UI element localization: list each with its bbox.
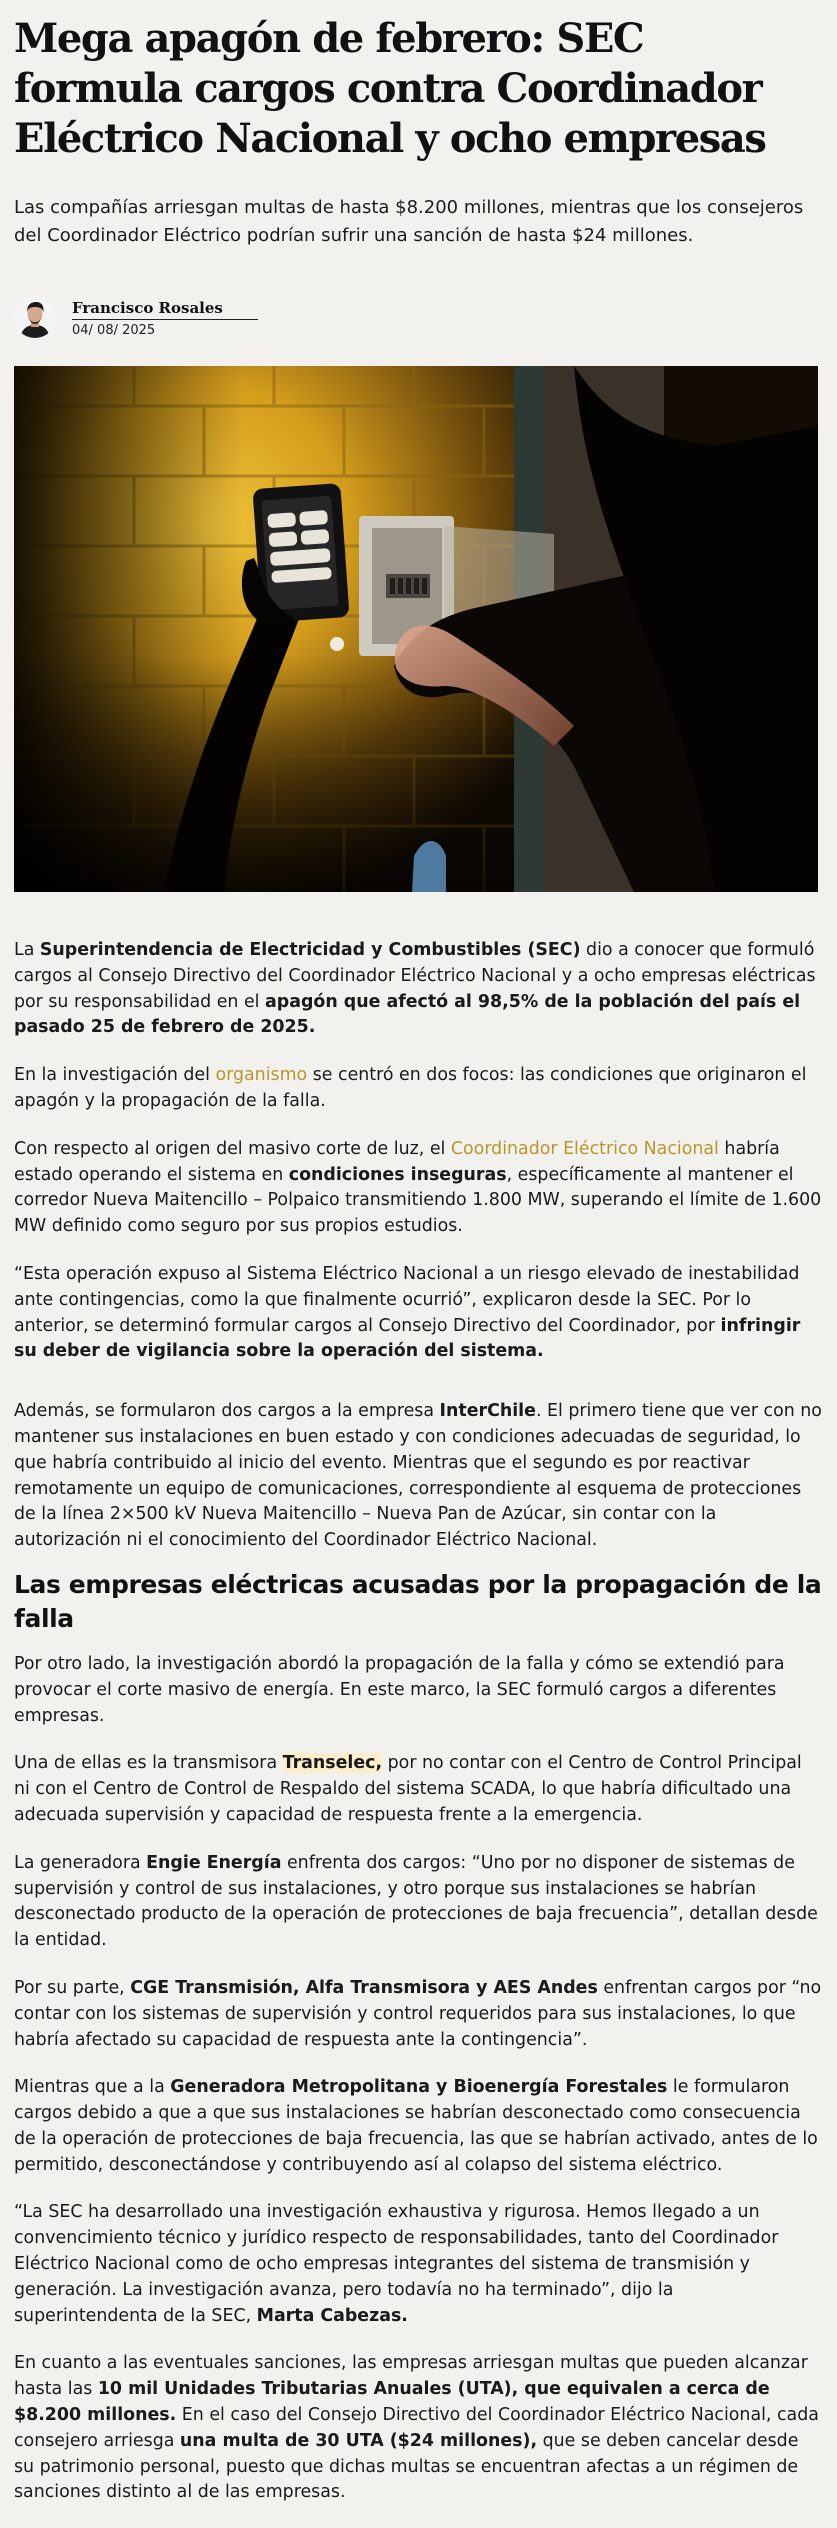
text: Una de ellas es la transmisora [14,1753,283,1774]
paragraph-1 [14,938,822,1041]
text: En la investigación del [14,1065,216,1086]
text: habría estado operando el sistema en [14,1138,780,1185]
text: Además, se formularon dos cargos a la empresa [14,1401,440,1422]
article-dek: Las compañías arriesgan multas de hasta $8.200 millones, mientras que los consejeros del Coordinador Eléctrico podrían sufrir una sanción de hasta $24 millones. [14,197,804,246]
paragraph-8 [14,1851,822,1954]
byline [14,296,274,342]
charge-detail: infringir su deber de vigilancia sobre la operación del sistema. [14,1315,801,1362]
paragraph-9 [14,1976,822,2053]
text: . El primero tiene que ver con no mantener sus instalaciones en buen estado y con condiciones adecuadas de seguridad, lo que habría contribuido al inicio del evento. Mientras que el segundo es por reactivar remotamente un equipo de comunicaciones, correspondiente al esquema de protecciones de la línea 2×500 kV Nueva Maitencillo – Nueva Pan de Azúcar, sin contar con la autorización ni el conocimiento del Coordinador Eléctrico Nacional. [14,1401,822,1551]
text: que se deben cancelar desde su patrimonio personal, puesto que dichas multas se encuentran afectas a un régimen de sanciones distinto al de las empresas. [14,2430,799,2503]
publish-date: 04/ 08/ 2025 [72,323,156,338]
text: La [14,940,40,960]
text: Con respecto al origen del masivo corte de luz, el [14,1138,451,1159]
author-name[interactable]: Francisco Rosales [72,299,258,320]
text: enfrentan cargos por “no contar con los sistemas de supervisión y control requeridos para sus instalaciones, lo que habría afectado su capacidad de respuesta ante la contingencia”. [14,1977,822,2050]
superintendent-name: Marta Cabezas. [256,2305,408,2326]
companies-generadora: Generadora Metropolitana y Bioenergía Forestales [170,2077,668,2098]
paragraph-5 [14,1399,822,1554]
company-interchile: InterChile [439,1401,536,1422]
blackout-detail: apagón que afectó al 98,5% de la población del país el pasado 25 de febrero de 2025. [14,991,801,1038]
paragraph-2 [14,1063,822,1115]
text: se centró en dos focos: las condiciones que originaron el apagón y la propagación de la falla. [14,1065,807,1111]
text: Por su parte, [14,1977,131,1998]
paragraph-3 [14,1137,822,1240]
paragraph-11 [14,2200,822,2329]
article-body [14,938,822,2528]
quote-text: “La SEC ha desarrollado una investigación exhaustiva y rigurosa. Hemos llegado a un convencimiento técnico y jurídico respecto de responsabilidades, tanto del Coordinador Eléctrico Nacional como de ocho empresas integrantes del sistema de transmisión y generación. La investigación avanza, pero todavía no ha terminado”, dijo la superintendenta de la SEC, [14,2202,779,2326]
paragraph-10 [14,2075,822,2178]
text: , específicamente al mantener el corredor Nueva Maitencillo – Polpaico transmitiendo 1.800 MW, superando el límite de 1.600 MW definido como seguro por sus propios estudios. [14,1164,822,1237]
companies-group: CGE Transmisión, Alfa Transmisora y AES Andes [130,1977,598,1998]
organismo-link[interactable]: organismo [215,1065,308,1086]
hero-photo-illustration [14,366,818,892]
paragraph-6: Por otro lado, la investigación abordó la propagación de la falla y cómo se extendió para provocar el corte masivo de energía. En este marco, la SEC formuló cargos a diferentes empresas. [14,1653,785,1726]
text: Mientras que a la [14,2077,171,2098]
paragraph-12 [14,2351,822,2506]
text: le formularon cargos debido a que a que sus instalaciones se habrían desconectado como consecuencia de la operación de protecciones de baja frecuencia, las que se habrían activado, antes de lo permitido, desconectándose y contribuyendo así al colapso del sistema eléctrico. [14,2077,818,2175]
text: La generadora [14,1852,147,1873]
fine-companies: 10 mil Unidades Tributarias Anuales (UTA), que equivalen a cerca de $8.200 millones. [14,2379,770,2426]
sec-name: Superintendencia de Electricidad y Combustibles (SEC) [39,940,581,960]
section-heading: Las empresas eléctricas acusadas por la propagación de la falla [14,1569,822,1633]
text: “Esta operación expuso al Sistema Eléctrico Nacional a un riesgo elevado de inestabilidad ante contingencias, como la que finalmente ocurrió”, explicaron desde la SEC. Por lo anterior, se determinó formular cargos al Consejo Directivo del Coordinador, por [14,1263,800,1336]
paragraph-7 [14,1751,822,1828]
author-avatar[interactable] [14,296,56,338]
text: En cuanto a las eventuales sanciones, las empresas arriesgan multas que pueden alcanzar hasta las [14,2353,808,2400]
company-transelec: Transelec, [282,1753,383,1774]
unsafe-conditions: condiciones inseguras [288,1164,507,1185]
text: dio a conocer que formuló cargos al Consejo Directivo del Coordinador Eléctrico Nacional y a ocho empresas eléctricas por su responsabilidad en el [14,940,816,1012]
text: por no contar con el Centro de Control Principal ni con el Centro de Control de Respaldo del sistema SCADA, lo que habría dificultado una adecuada supervisión y capacidad de respuesta frente a la emergencia. [14,1753,802,1825]
text: En el caso del Consejo Directivo del Coordinador Eléctrico Nacional, cada consejero arriesga [14,2405,819,2451]
fine-councillors: una multa de 30 UTA ($24 millones), [179,2430,538,2451]
paragraph-4 [14,1262,822,1365]
author-portrait [14,296,56,338]
hero-photo [14,366,818,892]
article-headline: Mega apagón de febrero: SEC formula cargos contra Coordinador Eléctrico Nacional y ocho empresas [14,15,766,162]
text: enfrenta dos cargos: “Uno por no disponer de sistemas de supervisión y control de sus instalaciones, y otro porque sus instalaciones se habrían desconectado producto de la operación de protecciones de baja frecuencia”, detallan desde la entidad. [14,1852,818,1951]
coordinador-link[interactable]: Coordinador Eléctrico Nacional [450,1138,719,1159]
company-engie: Engie Energía [146,1852,282,1873]
